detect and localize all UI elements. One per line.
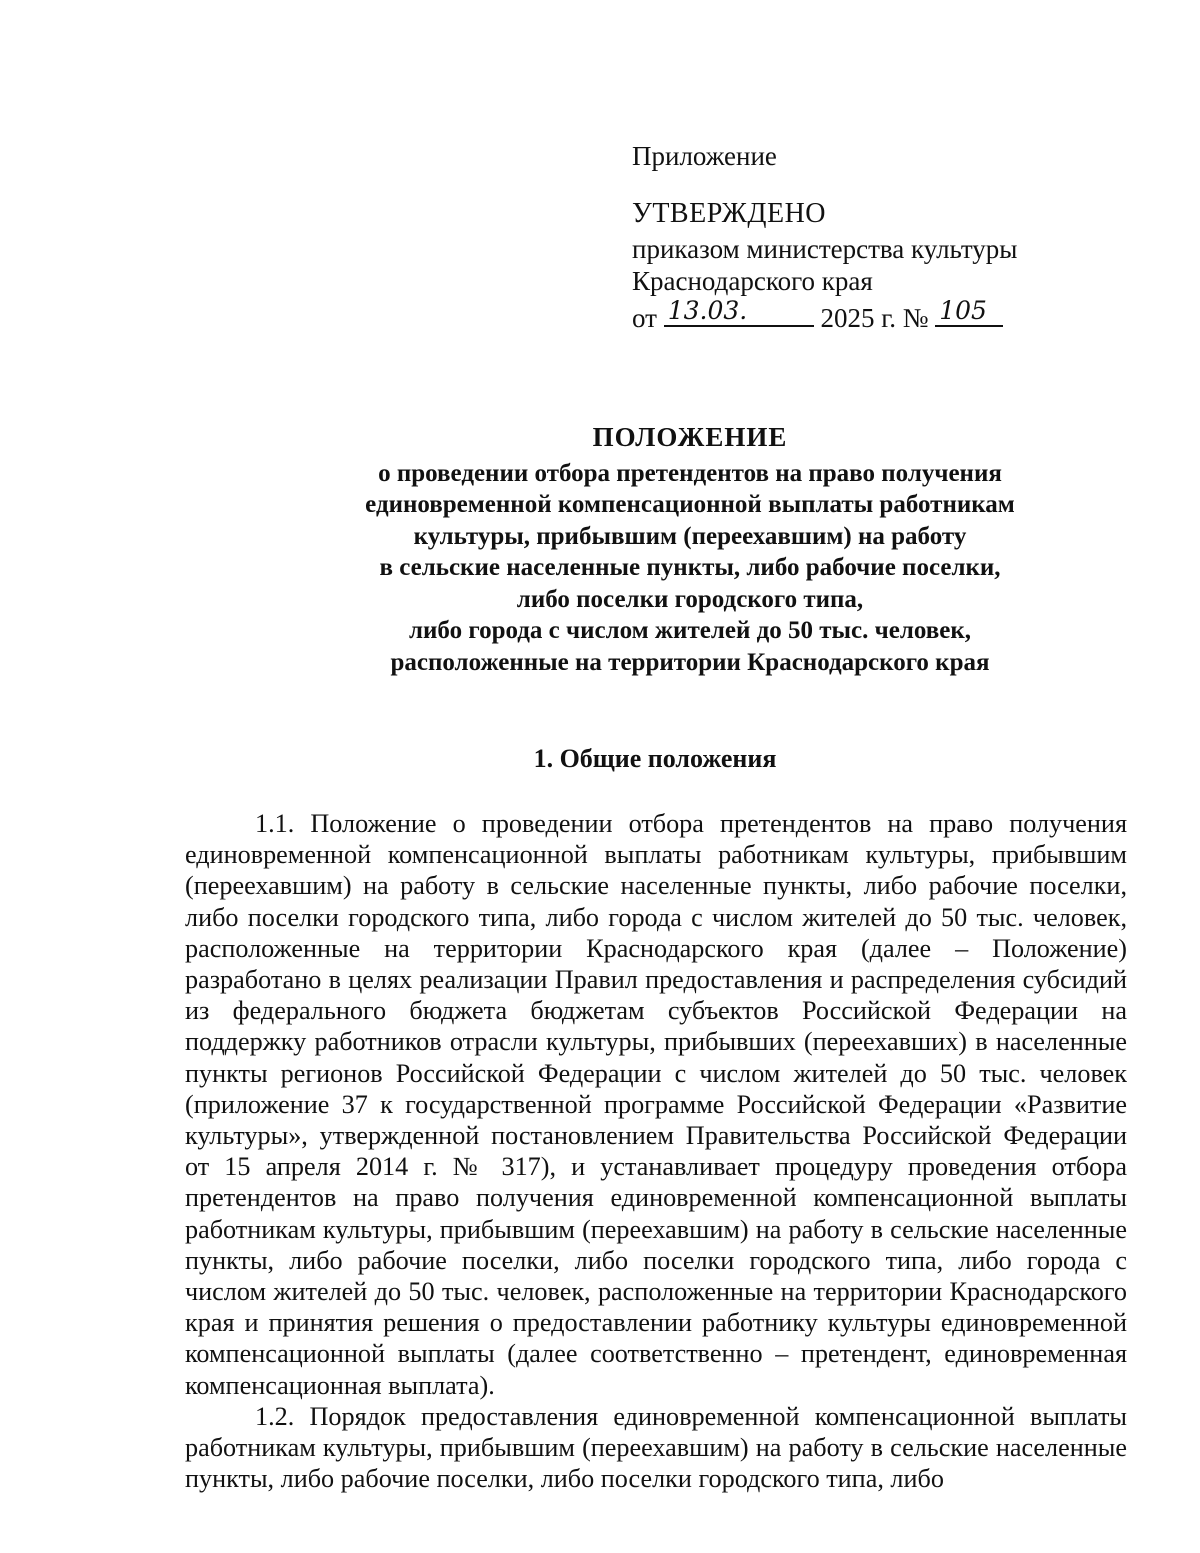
title-line: единовременной компенсационной выплаты работникам: [365, 491, 1015, 518]
title-line: культуры, прибывшим (переехавшим) на работу: [413, 522, 967, 550]
title-line: о проведении отбора претендентов на право получения: [378, 459, 1002, 487]
body-text: [185, 808, 1127, 1494]
paragraph-1-2: 1.2. Порядок предоставления единовременной компенсационной выплаты работникам культуры, прибывшим (переехавшим) на работу в сельские населенные пункты, либо рабочие поселки, либо поселки городского типа, либо: [185, 1401, 1127, 1494]
section-heading: 1. Общие положения: [533, 744, 777, 773]
document-title: [150, 422, 1200, 678]
number-underline: [935, 297, 1003, 327]
handwritten-number: 105: [939, 296, 987, 325]
date-line: [632, 297, 1172, 334]
region-line: Краснодарского края: [632, 266, 873, 296]
title-main: ПОЛОЖЕНИЕ: [592, 422, 788, 452]
title-line: либо поселки городского типа,: [516, 585, 864, 613]
date-prefix: от: [632, 303, 657, 333]
date-underline: [664, 297, 814, 327]
year-number-text: 2025 г. №: [820, 303, 929, 333]
title-line: либо города с числом жителей до 50 тыс. человек,: [408, 617, 971, 644]
paragraph-1-1: 1.1. Положение о проведении отбора претендентов на право получения единовременной компенсационной выплаты работникам культуры, прибывшим (переехавшим) на работу в сельские населенные пункты, либо рабочие поселки, либо поселки городского типа, либо города с числом жителей до 50 тыс. человек, расположенные на территории Краснодарского края (далее – Положение) разработано в целях реализации Правил предоставления и распределения субсидий из федерального бюджета бюджетам субъектов Российской Федерации на поддержку работников отрасли культуры, прибывших (переехавших) в населенные пункты регионов Российской Федерации с числом жителей до 50 тыс. человек (приложение 37 к государственной программе Российской Федерации «Развитие культуры», утвержденной постановлением Правительства Российской Федерации от 15 апреля 2014 г. № 317), и устанавливает процедуру проведения отбора претендентов на право получения единовременной компенсационной выплаты работникам культуры, прибывшим (переехавшим) на работу в сельские населенные пункты, либо рабочие поселки, либо поселки городского типа, либо города с числом жителей до 50 тыс. человек, расположенные на территории Краснодарского края и принятия решения о предоставлении работнику культуры единовременной компенсационной выплаты (далее соответственно – претендент, единовременная компенсационная выплата).: [185, 809, 1127, 1400]
title-line: в сельские населенные пункты, либо рабочие поселки,: [379, 554, 1001, 581]
approved-label: УТВЕРЖДЕНО: [632, 198, 827, 229]
order-line: приказом министерства культуры: [632, 234, 1018, 264]
approval-stamp: [632, 140, 1172, 334]
handwritten-date: 13.03.: [667, 296, 748, 325]
title-line: расположенные на территории Краснодарского края: [390, 648, 990, 676]
appendix-label: Приложение: [632, 141, 777, 171]
